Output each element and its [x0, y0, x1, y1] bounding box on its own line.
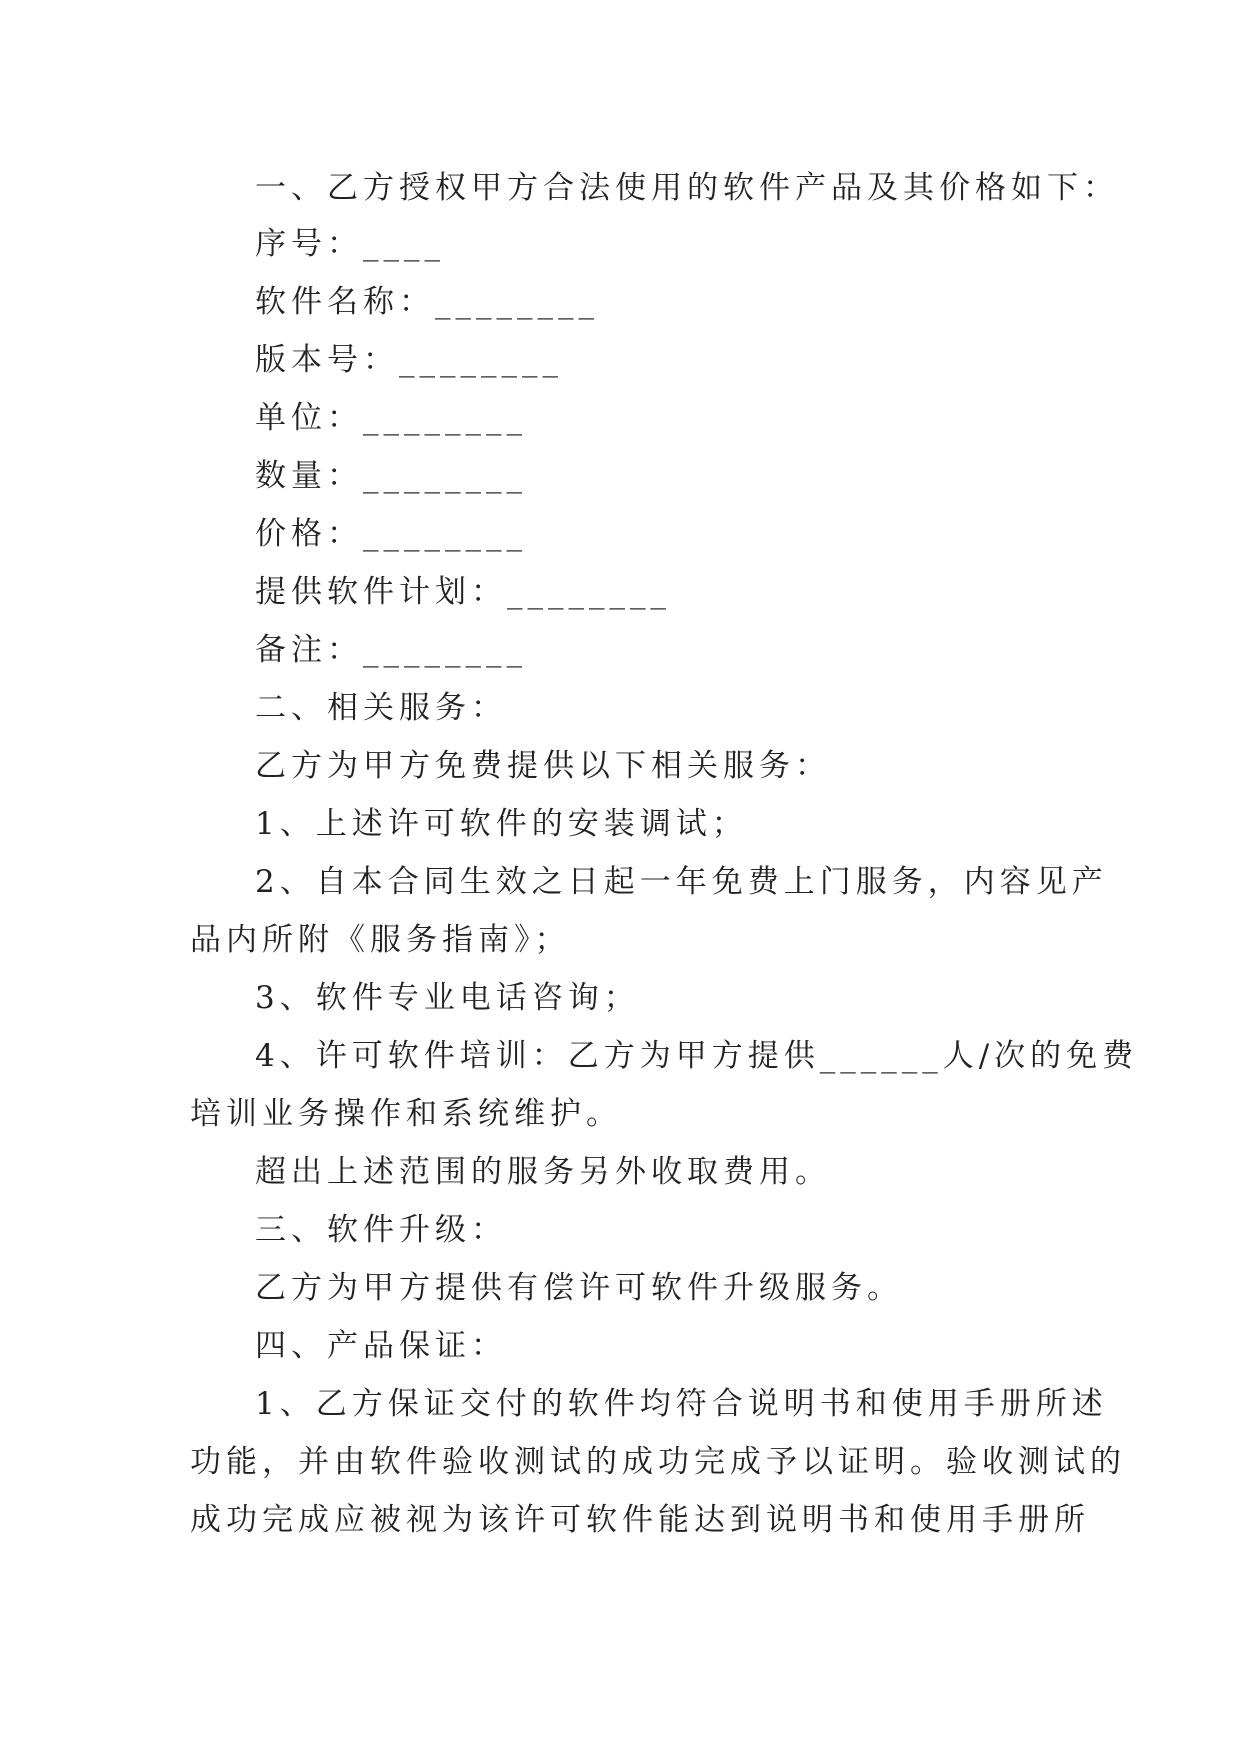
field-software-name: 软件名称：________: [255, 284, 599, 320]
field-serial-number: 序号：____: [255, 226, 445, 262]
paragraph-services-intro: 乙方为甲方免费提供以下相关服务：: [255, 748, 831, 784]
warranty-item-1-line-2: 功能，并由软件验收测试的成功完成予以证明。验收测试的: [190, 1444, 1126, 1480]
field-price: 价格：________: [255, 516, 527, 552]
field-quantity: 数量：________: [255, 458, 527, 494]
field-unit: 单位：________: [255, 400, 527, 436]
paragraph-upgrade-service: 乙方为甲方提供有偿许可软件升级服务。: [255, 1270, 903, 1306]
warranty-item-1-line-3: 成功完成应被视为该许可软件能达到说明书和使用手册所: [190, 1502, 1090, 1538]
field-remarks: 备注：________: [255, 632, 527, 668]
section-3-heading: 三、软件升级：: [255, 1212, 507, 1248]
field-delivery-plan: 提供软件计划：________: [255, 574, 671, 610]
list-item-3: 3、软件专业电话咨询；: [255, 980, 640, 1016]
list-item-1: 1、上述许可软件的安装调试；: [255, 806, 748, 842]
section-1-heading: 一、乙方授权甲方合法使用的软件产品及其价格如下：: [255, 170, 1119, 206]
paragraph-extra-fees: 超出上述范围的服务另外收取费用。: [255, 1154, 831, 1190]
section-2-heading: 二、相关服务：: [255, 690, 507, 726]
section-4-heading: 四、产品保证：: [255, 1328, 507, 1364]
list-item-2-line-1: 2、自本合同生效之日起一年免费上门服务，内容见产: [255, 864, 1108, 900]
field-version-number: 版本号：________: [255, 342, 563, 378]
list-item-4-line-2: 培训业务操作和系统维护。: [190, 1096, 622, 1132]
list-item-4-line-1: 4、许可软件培训：乙方为甲方提供______人/次的免费: [255, 1038, 1139, 1074]
list-item-2-line-2: 品内所附《服务指南》；: [190, 922, 571, 958]
warranty-item-1-line-1: 1、乙方保证交付的软件均符合说明书和使用手册所述: [255, 1386, 1108, 1422]
